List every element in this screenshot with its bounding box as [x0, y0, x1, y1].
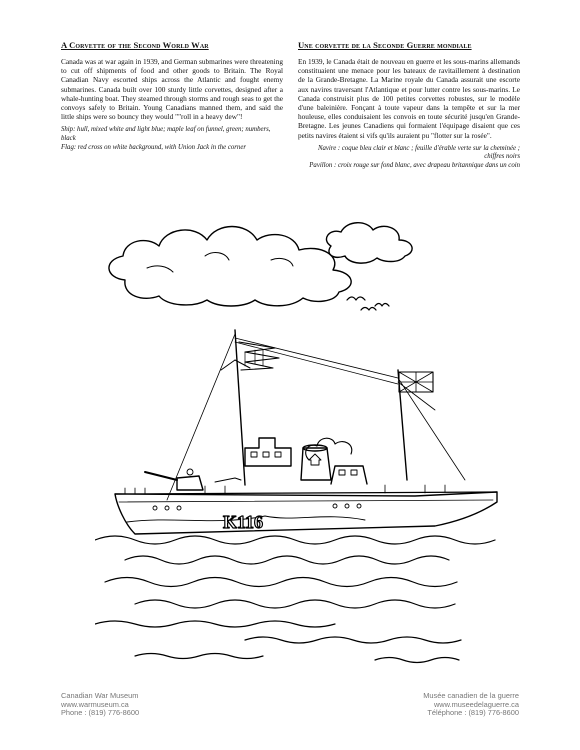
portholes — [153, 504, 361, 510]
cloud-large — [109, 227, 351, 307]
after-deckhouse — [331, 466, 367, 484]
footer-website-link-fr[interactable]: www.museedelaguerre.ca — [433, 699, 519, 709]
english-flag-note: Flag: red cross on white background, with Union Jack in the corner — [61, 143, 246, 151]
footer-french — [423, 692, 519, 718]
bird-2 — [361, 308, 376, 311]
footer-museum-name-fr: Musée canadien de la guerre — [423, 691, 519, 700]
foremast — [235, 330, 245, 485]
french-column — [298, 40, 520, 171]
english-body: Canada was at war again in 1939, and German submarines were threatening to cut off shipments of food and other goods to Britain. The Royal Canadian Navy escorted ships across the Atlantic and fought enemy submarines. Canada built over 100 sturdy little corvettes, designed after a whale-hunting boat. They steamed through storms and rough seas to get the convoys safely to Britain. Young Canadians manned them, and said the little ships were so bouncy they would ""roll in a heavy dew"! — [61, 57, 283, 122]
english-ship-note: Ship: hull, mixed white and light blue; maple leaf on funnel, green; numbers, black — [61, 126, 271, 143]
footer-english — [61, 692, 139, 718]
english-title: A Corvette of the Second World War — [61, 40, 209, 50]
footer-phone: Phone : (819) 776-8600 — [61, 708, 140, 718]
french-flag-note: Pavillon : croix rouge sur fond blanc, avec drapeau britannique dans un coin — [309, 162, 520, 170]
footer-phone-fr: Téléphone : (819) 776-8600 — [427, 708, 519, 718]
french-ship-note: Navire : coque bleu clair et blanc ; feuille d'érable verte sur la cheminée ; chiffres noirs — [317, 144, 520, 161]
bird-1 — [347, 297, 365, 300]
french-title: Une corvette de la Seconde Guerre mondiale — [298, 40, 472, 50]
bird-3 — [375, 304, 389, 307]
hull — [115, 492, 497, 534]
cloud-small — [326, 223, 412, 263]
footer-museum-name: Canadian War Museum — [61, 691, 139, 700]
hull-number: K116 — [223, 512, 264, 532]
corvette-coloring-drawing — [95, 210, 535, 670]
french-coloring-notes — [298, 145, 520, 171]
english-coloring-notes — [61, 126, 283, 152]
footer-website-link[interactable]: www.warmuseum.ca — [61, 699, 129, 709]
french-body: En 1939, le Canada était de nouveau en guerre et les sous-marins allemands constituaient une menace pour les bateaux de ravitaillement à destination de la Grande-Bretagne. La Marine royale du Canada assurait une escorte aux navires traversant l'Atlantique et pour lutter contre les sous-marins. Le Canada construisit plus de 100 petites corvettes robustes, sur le modèle d'une baleinière. Fonçant à toute vapeur dans la tempête et sur la mer houleuse, elles conduisaient les convois en toute sécurité jusqu'en Grande-Bretagne. Les jeunes Canadiens qui formaient l'équipage disaient que ces petits navires étaient si vifs qu'ils auraient pu "flotter sur la rosée". — [298, 57, 520, 140]
deck-gun — [177, 476, 203, 490]
english-column — [61, 40, 283, 152]
sea-waves — [95, 536, 495, 663]
